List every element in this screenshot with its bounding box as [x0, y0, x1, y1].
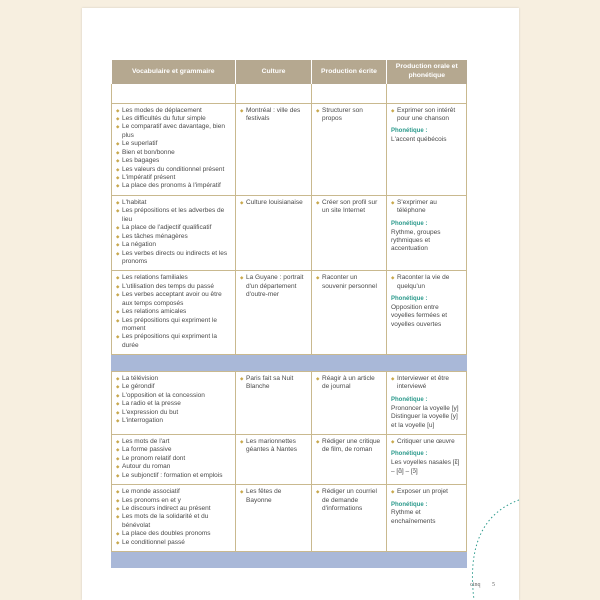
list-item: ◆ Les valeurs du conditionnel présent: [116, 166, 232, 174]
list-item: ◆ Les prépositions qui expriment la durée: [116, 333, 232, 350]
production-ecrite-cell-list: [316, 488, 383, 513]
table-row: [112, 485, 467, 552]
list-item: ◆ L'opposition et la concession: [116, 392, 232, 400]
vocabulaire-cell-list: [116, 488, 232, 547]
vocabulaire-cell-list: [116, 107, 232, 191]
list-item: ◆ Les bagages: [116, 157, 232, 165]
header-production-orale: Production orale et phonétique: [387, 60, 467, 84]
list-item: ◆ Raconter un souvenir personnel: [316, 274, 383, 291]
section-band-cell: [112, 355, 467, 371]
list-item: ◆ La place de l'adjectif qualificatif: [116, 224, 232, 232]
production-ecrite-cell-list: [316, 375, 383, 392]
list-item: ◆ Montréal : ville des festivals: [240, 107, 308, 124]
phonetique-text: L'accent québécois: [391, 136, 447, 144]
production-ecrite-cell: [312, 485, 387, 552]
production-ecrite-cell: [312, 372, 387, 435]
list-item: ◆ Rédiger une critique de film, de roman: [316, 438, 383, 455]
list-item: ◆ Les verbes acceptant avoir ou être aux temps composés: [116, 291, 232, 308]
production-ecrite-cell: [312, 271, 387, 355]
list-item: ◆ Rédiger un courriel de demande d'informations: [316, 488, 383, 513]
table-row: [112, 195, 467, 271]
phonetique-label: Phonétique :: [391, 296, 428, 303]
list-item: ◆ La place des doubles pronoms: [116, 530, 232, 538]
contents-table-1: [111, 60, 467, 371]
list-item: ◆ La Guyane : portrait d'un département d'outre-mer: [240, 274, 308, 299]
culture-cell-list: [240, 199, 308, 207]
culture-cell-list: [240, 488, 308, 505]
culture-cell: [236, 195, 312, 271]
list-item: ◆ Les prépositions qui expriment le moment: [116, 317, 232, 334]
list-item: ◆ Le superlatif: [116, 140, 232, 148]
list-item: ◆ Réagir à un article de journal: [316, 375, 383, 392]
list-item: ◆ L'habitat: [116, 199, 232, 207]
table-row: [112, 103, 467, 195]
list-item: ◆ Critiquer une œuvre: [391, 438, 463, 446]
vocabulaire-cell: [112, 195, 236, 271]
list-item: ◆ Raconter la vie de quelqu'un: [391, 274, 463, 291]
section-band: [112, 355, 467, 371]
list-item: ◆ Le gérondif: [116, 383, 232, 391]
vocabulaire-cell: [112, 103, 236, 195]
phonetique-text: Les voyelles nasales [ɛ̃] – [ɑ̃] – [ɔ̃]: [391, 459, 460, 475]
culture-cell-list: [240, 375, 308, 392]
list-item: ◆ La négation: [116, 241, 232, 249]
list-item: ◆ Les mots de la solidarité et du bénévolat: [116, 513, 232, 530]
list-item: ◆ Le comparatif avec davantage, bien plus: [116, 123, 232, 140]
production-orale-cell-list: [391, 107, 463, 124]
production-ecrite-cell-list: [316, 199, 383, 216]
vocabulaire-cell-list: [116, 375, 232, 426]
list-item: ◆ La place des pronoms à l'impératif: [116, 182, 232, 190]
phonetique-label: Phonétique :: [391, 501, 428, 508]
vocabulaire-cell: [112, 485, 236, 552]
production-orale-cell-list: [391, 274, 463, 291]
culture-cell: [236, 271, 312, 355]
list-item: ◆ La radio et la presse: [116, 400, 232, 408]
page-footer: [470, 582, 495, 588]
section-band-cell: [112, 552, 467, 568]
list-item: ◆ Le monde associatif: [116, 488, 232, 496]
culture-cell-list: [240, 274, 308, 299]
production-orale-cell: [387, 485, 467, 552]
footer-word: cinq: [470, 582, 481, 588]
header-vocabulaire: Vocabulaire et grammaire: [112, 60, 236, 84]
list-item: ◆ Créer son profil sur un site Internet: [316, 199, 383, 216]
list-item: ◆ Les modes de déplacement: [116, 107, 232, 115]
list-item: ◆ Les verbes directs ou indirects et les pronoms: [116, 250, 232, 267]
phonetique-label: Phonétique :: [391, 396, 428, 403]
phonetique-text: Opposition entre voyelles fermées et voyelles ouvertes: [391, 304, 447, 328]
culture-cell: [236, 103, 312, 195]
culture-cell: [236, 485, 312, 552]
list-item: ◆ Le subjonctif : formation et emplois: [116, 472, 232, 480]
phonetique-text: Prononcer la voyelle [y] Distinguer la voyelle [y] et la voyelle [u]: [391, 404, 459, 429]
list-item: ◆ Les pronoms en et y: [116, 497, 232, 505]
phonetique-text: Rythme, groupes rythmiques et accentuation: [391, 228, 441, 253]
production-orale-cell-list: [391, 375, 463, 392]
list-item: ◆ Le pronom relatif dont: [116, 455, 232, 463]
production-orale-cell: [387, 372, 467, 435]
vocabulaire-cell: [112, 434, 236, 484]
list-item: ◆ L'interrogation: [116, 417, 232, 425]
list-item: ◆ Les relations amicales: [116, 308, 232, 316]
culture-cell-list: [240, 107, 308, 124]
list-item: ◆ Les prépositions et les adverbes de lieu: [116, 207, 232, 224]
phonetique-text: Rythme et enchaînements: [391, 509, 436, 525]
production-ecrite-cell: [312, 195, 387, 271]
table-row: [112, 372, 467, 435]
vocabulaire-cell: [112, 372, 236, 435]
page: [82, 8, 519, 600]
table-body: [112, 84, 467, 371]
production-ecrite-cell-list: [316, 274, 383, 291]
header-production-ecrite: Production écrite: [312, 60, 387, 84]
list-item: ◆ Autour du roman: [116, 463, 232, 471]
list-item: ◆ Interviewer et être interviewé: [391, 375, 463, 392]
list-item: ◆ La télévision: [116, 375, 232, 383]
list-item: ◆ S'exprimer au téléphone: [391, 199, 463, 216]
production-orale-cell: [387, 195, 467, 271]
culture-cell: [236, 372, 312, 435]
table-row: [112, 271, 467, 355]
vocabulaire-cell-list: [116, 199, 232, 267]
production-orale-cell: [387, 434, 467, 484]
list-item: ◆ L'impératif présent: [116, 174, 232, 182]
list-item: ◆ Les marionnettes géantes à Nantes: [240, 438, 308, 455]
culture-cell-list: [240, 438, 308, 455]
production-ecrite-cell-list: [316, 438, 383, 455]
production-ecrite-cell-list: [316, 107, 383, 124]
list-item: ◆ La forme passive: [116, 446, 232, 454]
vocabulaire-cell-list: [116, 438, 232, 480]
list-item: ◆ Paris fait sa Nuit Blanche: [240, 375, 308, 392]
production-ecrite-cell: [312, 434, 387, 484]
list-item: ◆ Le conditionnel passé: [116, 539, 232, 547]
vocabulaire-cell: [112, 271, 236, 355]
list-item: ◆ L'utilisation des temps du passé: [116, 283, 232, 291]
contents-table-2: [111, 371, 467, 568]
list-item: ◆ Les tâches ménagères: [116, 233, 232, 241]
culture-cell: [236, 434, 312, 484]
production-orale-cell-list: [391, 438, 463, 446]
header-culture: Culture: [236, 60, 312, 84]
production-orale-cell-list: [391, 199, 463, 216]
list-item: ◆ Les relations familiales: [116, 274, 232, 282]
phonetique-label: Phonétique :: [391, 451, 428, 458]
production-orale-cell: [387, 103, 467, 195]
list-item: ◆ Le discours indirect au présent: [116, 505, 232, 513]
list-item: ◆ Culture louisianaise: [240, 199, 308, 207]
list-item: ◆ L'expression du but: [116, 409, 232, 417]
production-ecrite-cell: [312, 103, 387, 195]
list-item: ◆ Les fêtes de Bayonne: [240, 488, 308, 505]
table-row: [112, 434, 467, 484]
vocabulaire-cell-list: [116, 274, 232, 350]
list-item: ◆ Exposer un projet: [391, 488, 463, 496]
list-item: ◆ Les difficultés du futur simple: [116, 115, 232, 123]
list-item: ◆ Les mots de l'art: [116, 438, 232, 446]
section-band: [112, 552, 467, 568]
phonetique-label: Phonétique :: [391, 128, 428, 135]
list-item: ◆ Bien et bon/bonne: [116, 149, 232, 157]
phonetique-label: Phonétique :: [391, 220, 428, 227]
table-body: [112, 372, 467, 568]
list-item: ◆ Structurer son propos: [316, 107, 383, 124]
page-number: 5: [492, 582, 495, 588]
list-item: ◆ Exprimer son intérêt pour une chanson: [391, 107, 463, 124]
production-orale-cell-list: [391, 488, 463, 496]
production-orale-cell: [387, 271, 467, 355]
